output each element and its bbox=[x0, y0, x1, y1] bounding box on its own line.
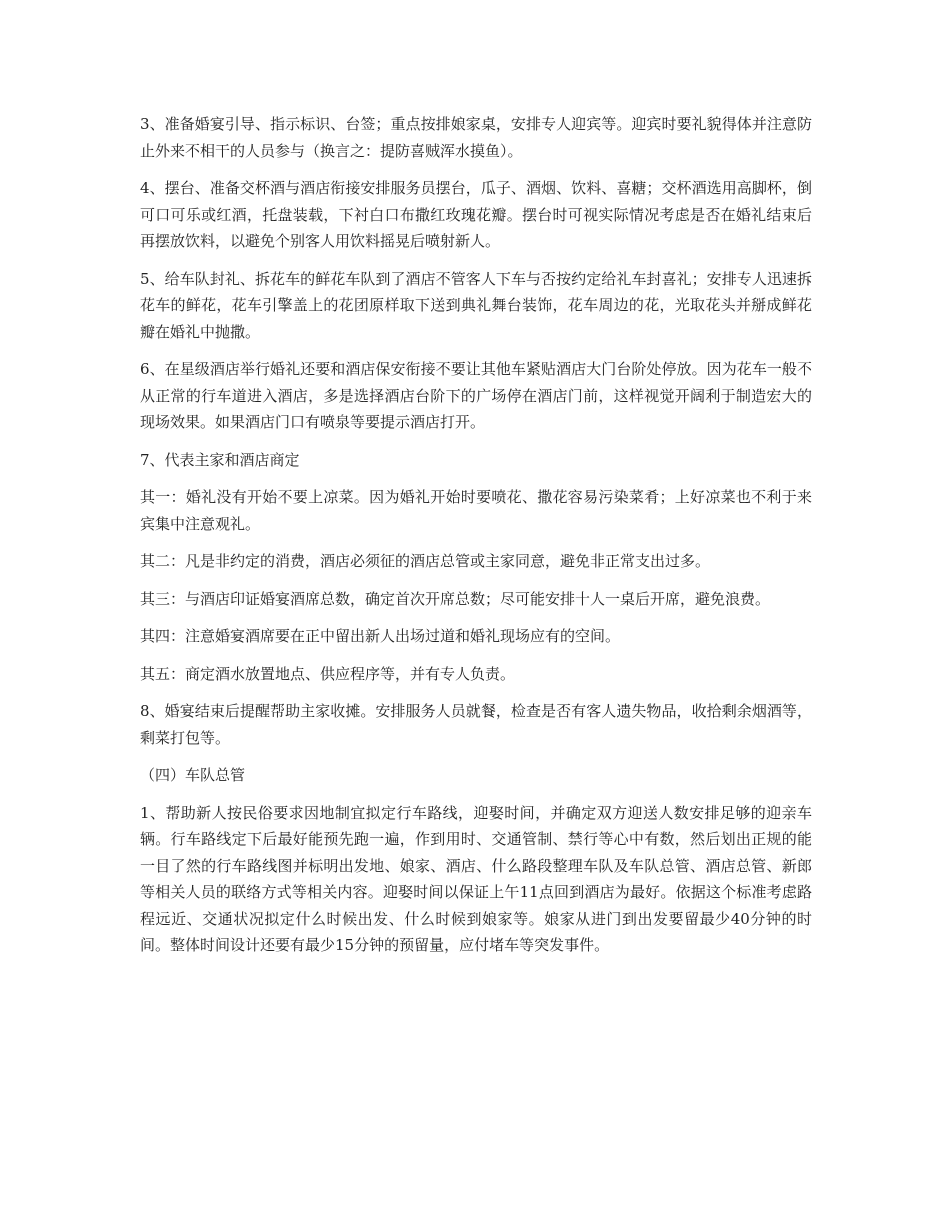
paragraph-3-banquet-guidance: 3、准备婚宴引导、指示标识、台签；重点按排娘家桌，安排专人迎宾等。迎宾时要礼貌得体并注意防止外来不相干的人员参与（换言之：提防喜贼浑水摸鱼）。 bbox=[140, 115, 812, 160]
document-body bbox=[140, 111, 812, 970]
paragraph-5-motorcade-flowers: 5、给车队封礼、拆花车的鲜花车队到了酒店不管客人下车与否按约定给礼车封喜礼；安排专人迅速拆花车的鲜花，花车引擎盖上的花团原样取下送到典礼舞台装饰，花车周边的花，光取花头并掰成鲜花瓣在婚礼中抛撒。 bbox=[140, 269, 812, 341]
item-five-drinks: 其五：商定酒水放置地点、供应程序等，并有专人负责。 bbox=[140, 664, 516, 683]
section-heading-motorcade-manager: （四）车队总管 bbox=[140, 766, 246, 784]
item-one-cold-dishes: 其一：婚礼没有开始不要上凉菜。因为婚礼开始时要喷花、撒花容易污染菜肴；上好凉菜也不利于来宾集中注意观礼。 bbox=[140, 488, 812, 533]
paragraph-4-table-setup: 4、摆台、准备交杯酒与酒店衔接安排服务员摆台，瓜子、酒烟、饮料、喜糖；交杯酒选用高脚杯，倒可口可乐或红酒，托盘装载，下衬白口布撒红玫瑰花瓣。摆台时可视实际情况考虑是否在婚礼结束后再摆放饮料，以避免个别客人用饮料摇晃后喷射新人。 bbox=[140, 179, 812, 250]
paragraph-6-hotel-security: 6、在星级酒店举行婚礼还要和酒店保安衔接不要让其他车紧贴酒店大门台阶处停放。因为花车一般不从正常的行车道进入酒店，多是选择酒店台阶下的广场停在酒店门前，这样视觉开阔利于制造宏大的现场效果。如果酒店门口有喷泉等要提示酒店打开。 bbox=[140, 360, 812, 431]
item-three-table-count: 其三：与酒店印证婚宴酒席总数，确定首次开席总数；尽可能安排十人一桌后开席，避免浪费。 bbox=[140, 589, 771, 608]
item-four-aisle-space: 其四：注意婚宴酒席要在正中留出新人出场过道和婚礼现场应有的空间。 bbox=[140, 627, 621, 645]
paragraph-1-route-planning: 1、帮助新人按民俗要求因地制宜拟定行车路线，迎娶时间，并确定双方迎送人数安排足够的迎亲车辆。行车路线定下后最好能预先跑一遍，作到用时、交通管制、禁行等心中有数，然后划出正规的能一目了然的行车路线图并标明出发地、娘家、酒店、什么路段整理车队及车队总管、酒店总管、新郎等相关人员的联络方式等相关内容。迎娶时间以保证上午11点回到酒店为最好。依据这个标准考虑路程远近、交通状况拟定什么时候出发、什么时候到娘家等。娘家从进门到出发要留最少40分钟的时间。整体时间设计还要有最少15分钟的预留量，应付堵车等突发事件。 bbox=[140, 803, 812, 954]
paragraph-7-hotel-negotiation: 7、代表主家和酒店商定 bbox=[140, 450, 300, 469]
item-two-consumption: 其二：凡是非约定的消费，酒店必须征的酒店总管或主家同意，避免非正常支出过多。 bbox=[140, 552, 711, 570]
paragraph-8-cleanup: 8、婚宴结束后提醒帮助主家收摊。安排服务人员就餐，检查是否有客人遗失物品，收拾剩余烟酒等，剩菜打包等。 bbox=[140, 702, 812, 747]
